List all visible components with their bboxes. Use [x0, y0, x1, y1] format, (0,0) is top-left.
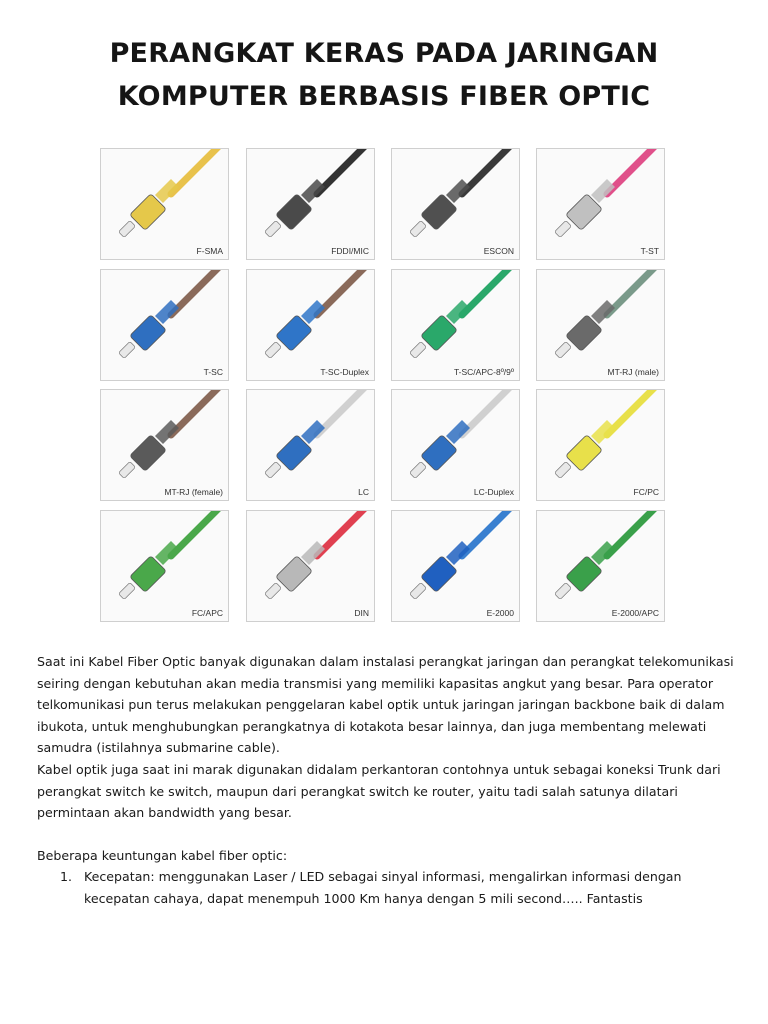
list-text: Kecepatan: menggunakan Laser / LED sebagai sinyal informasi, mengalirkan informasi dengan kecepatan cahaya, dapat menempuh 1000 Km hanya dengan 5 mili second….. Fantastis — [84, 869, 682, 906]
connector-illustration — [537, 149, 664, 259]
connector-illustration — [247, 149, 374, 259]
connector-illustration — [101, 511, 228, 621]
connector-image — [536, 148, 665, 260]
connector-label: T-SC-Duplex — [320, 367, 369, 377]
connector-image — [391, 269, 520, 381]
connector-label: LC-Duplex — [473, 487, 514, 497]
connector-image — [536, 389, 665, 501]
connector-image — [100, 389, 229, 501]
connector-image — [100, 148, 229, 260]
connector-image — [246, 389, 375, 501]
connector-illustration — [392, 390, 519, 500]
paragraph-3: Beberapa keuntungan kabel fiber optic: — [37, 847, 288, 863]
connector-illustration — [537, 270, 664, 380]
connector-illustration — [537, 390, 664, 500]
connector-image — [246, 148, 375, 260]
connector-label: T-ST — [640, 246, 659, 256]
list-item — [37, 866, 737, 909]
connector-label: FC/APC — [191, 608, 223, 618]
title-line-1: PERANGKAT KERAS PADA JARINGAN — [109, 38, 659, 69]
connector-illustration — [537, 511, 664, 621]
connector-illustration — [392, 149, 519, 259]
connector-image — [391, 389, 520, 501]
connector-label: LC — [358, 487, 369, 497]
connector-illustration — [101, 149, 228, 259]
connector-label: E-2000/APC — [611, 608, 659, 618]
paragraph-2: Kabel optik juga saat ini marak digunakan didalam perkantoran contohnya untuk sebagai koneksi Trunk dari perangkat switch ke switch, maupun dari perangkat switch ke router, yaitu tadi salah satunya dilatari permintaan akan bandwidth yang besar. — [37, 761, 721, 821]
connector-label: DIN — [354, 608, 369, 618]
connector-label: FDDI/MIC — [331, 246, 369, 256]
connector-illustration — [101, 270, 228, 380]
paragraph-1: Saat ini Kabel Fiber Optic banyak digunakan dalam instalasi perangkat jaringan dan perangkat telekomunikasi seiring dengan kebutuhan akan media transmisi yang memiliki kapasitas angkut yang besar. Para operator telkomunikasi pun terus melakukan penggelaran kabel optik untuk jaringan jaringan backbone baik di dalam ibukota, untuk menghubungkan perangkatnya di kotakota besar lainnya, dan juga membentang melewati samudra (istilahnya submarine cable). — [37, 654, 734, 756]
connector-label: T-SC/APC-8º/9º — [453, 367, 514, 377]
page-title — [0, 32, 768, 118]
title-line-2: KOMPUTER BERBASIS FIBER OPTIC — [117, 81, 651, 112]
connector-image — [246, 510, 375, 622]
connector-image — [391, 510, 520, 622]
connector-label: MT-RJ (male) — [607, 367, 659, 377]
connector-illustration — [247, 390, 374, 500]
connector-illustration — [247, 511, 374, 621]
connector-image — [100, 269, 229, 381]
connector-label: ESCON — [483, 246, 514, 256]
connector-label: F-SMA — [196, 246, 223, 256]
connector-label: FC/PC — [633, 487, 659, 497]
connector-image — [536, 510, 665, 622]
connector-label: T-SC — [203, 367, 223, 377]
advantages-list — [37, 866, 737, 909]
document-body — [37, 651, 737, 910]
connector-label: MT-RJ (female) — [164, 487, 223, 497]
connector-image — [246, 269, 375, 381]
connector-image — [100, 510, 229, 622]
connector-image — [391, 148, 520, 260]
connector-illustration — [101, 390, 228, 500]
connector-illustration — [392, 270, 519, 380]
connector-label: E-2000 — [486, 608, 514, 618]
connector-image — [536, 269, 665, 381]
connector-illustration — [392, 511, 519, 621]
list-number: 1. — [60, 869, 73, 885]
connector-illustration — [247, 270, 374, 380]
